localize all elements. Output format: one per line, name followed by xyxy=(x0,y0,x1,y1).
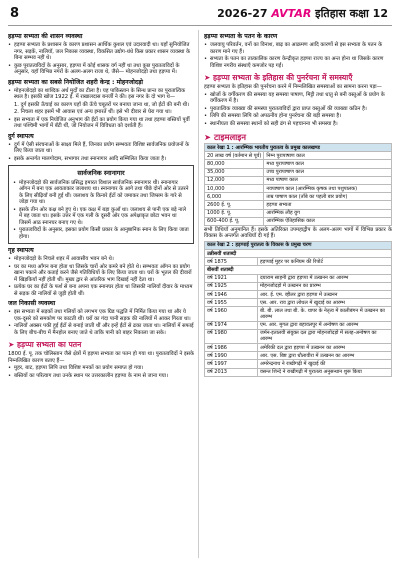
event-cell: आर. एस. बिष्ट द्वारा धौलावीरा में उत्खनन का आरम्भ xyxy=(258,352,392,360)
major-heading xyxy=(8,340,194,350)
table-row xyxy=(205,299,392,307)
left-column xyxy=(8,30,194,560)
table-row xyxy=(205,329,392,343)
year-cell: वर्ष 1946 xyxy=(205,291,258,299)
table-row xyxy=(205,282,392,290)
event-cell: हड़प्पा सभ्यता xyxy=(264,201,392,209)
table-row xyxy=(205,168,392,176)
paragraph: • दुर्ग में ऐसी संरचनाओं के साक्ष्य मिले हैं, जिनका प्रयोग सम्भवतः विशिष्ट सार्वजनिक प्रयोजनों के लिए किया जाता था। xyxy=(8,142,194,155)
class-label: कक्षा 12 xyxy=(349,7,388,20)
event-cell: मध्य पुरापाषाण काल xyxy=(264,160,392,168)
paragraph: • इस सभ्यता में एक नियोजित अनुभाग की ईंटों का प्रयोग किया गया था तथा हड़प्पा बस्तियों पूर्वी तथा पश्चिमी भागों में बँटी थीं, जो नियोजन में विविधता को दर्शाती हैं। xyxy=(8,117,194,130)
table-row xyxy=(205,368,392,376)
arrow-icon: ➤ xyxy=(204,132,214,142)
bullet: • मुहर, बाट, हड़प्पा लिपि तथा विशिष्ट मनकों का प्रयोग समाप्त हो गया। xyxy=(8,365,194,372)
year-cell: वर्ष 1925 xyxy=(205,282,258,290)
table-row xyxy=(205,193,392,201)
info-box xyxy=(8,165,194,244)
paragraph: • नालियाँ अक्सर पकी हुई ईंटों से बनाई जाती थीं और इन्हें ईंटों से ढका जाता था। नालियों में सफाई के लिए बीच-बीच में मैनहोल बनाए जाते थे ताकि पानी को बाहर निकाला जा सके। xyxy=(8,323,194,336)
major-heading xyxy=(204,73,392,83)
paragraph: • प्रत्येक घर का ईंटों के फर्श से बना अपना एक स्नानघर होता था जिसकी नालियाँ दीवार के माध्यम से सड़क की नालियों से जुड़ी होती थीं। xyxy=(8,284,194,297)
century-label: बीसवीं शताब्दी xyxy=(205,266,392,274)
numbered-item: 2. निचला शहर इसमें भी आवास एवं अन्य इमारतें थीं। इसे भी दीवार से घेरा गया था। xyxy=(14,109,172,115)
major-heading-text: हड़प्पा सभ्यता के इतिहास की पुनर्रचना में समस्याएँ xyxy=(213,73,353,82)
event-cell: आर. ई. एम. व्हीलर द्वारा हड़प्पा में उत्खनन xyxy=(258,291,392,299)
year-cell: वर्ष 1986 xyxy=(205,343,258,351)
event-cell: मोहनजोदड़ो में उत्खनन का प्रारम्भ xyxy=(258,282,392,290)
timeline-title: टाइमलाइन xyxy=(213,132,247,142)
bullet: • लिपि की समस्या लिपि को अपठनीय होना पुनर्रचना की बड़ी समस्या है। xyxy=(204,113,392,120)
major-heading-text: हड़प्पा सभ्यता का पतन xyxy=(17,340,82,349)
timeline-table-2 xyxy=(204,241,392,377)
year-cell: 12,000 xyxy=(205,176,264,184)
table-row xyxy=(205,201,392,209)
section-heading: हड़प्पा सभ्यता की शासन व्यवस्था xyxy=(8,33,83,40)
year-cell: वर्ष 1875 xyxy=(205,258,258,266)
table-row xyxy=(205,291,392,299)
paragraph: • मोहनजोदड़ो का शाब्दिक अर्थ मुर्दों का टीला है। यह पाकिस्तान के सिन्ध प्रान्त का पुरातात्विक स्थल है। इसकी खोज 1922 ई. में राखालदास बनर्जी ने की। इस नगर के दो भाग थे— xyxy=(8,88,194,101)
paragraph: हड़प्पा सभ्यता के इतिहास की पुनर्रचना करने में निम्नलिखित समस्याओं का सामना करना पड़ा— xyxy=(204,84,382,90)
bullet: • स्थानीयता की समस्या स्थानों को सही ढंग से पहचानना भी समस्या है। xyxy=(204,121,392,128)
paragraph: • जलवायु परिवर्तन, वनों का विनाश, बाढ़ का आक्रमण आदि कारणों से इस सभ्यता के पतन के कारण माने गए हैं। xyxy=(204,42,392,55)
paragraph: • पुरातत्वविदों के अनुसार, इसका प्रयोग किसी प्रकार के आनुष्ठानिक स्नान के लिए किया जाता होगा। xyxy=(13,227,189,240)
paragraph: 1800 ई. पू. तक चोलिस्तान जैसे क्षेत्रों में हड़प्पा सभ्यता का पतन हो गया था। पुरातत्वविदों ने इसके निम्नलिखित कारण बताए हैं— xyxy=(8,351,194,364)
bullet: • खोजों के वर्गीकरण की समस्या यह समस्या पाषाण, मिट्टी तथा धातु से बनी वस्तुओं के प्रयोग के वर्गीकरण में है। xyxy=(204,92,392,105)
event-cell: अमरेन्द्रनाथ ने राखीगढ़ी में खुदाई की xyxy=(258,360,392,368)
bullet: • बस्तियों का परित्याग तथा उनके स्थान पर उत्तरकालीन हड़प्पा के नाम से जाना गया। xyxy=(8,373,194,380)
event-cell: निम्न पुरापाषाण काल xyxy=(264,152,392,160)
year-cell: वर्ष 1997 xyxy=(205,360,258,368)
year-cell: 10,000 xyxy=(205,184,264,192)
event-cell: वसन्त शिन्दे ने राखीगढ़ी में पुरातत्व अनुसन्धान शुरू किया xyxy=(258,368,392,376)
paragraph: • मोहनजोदड़ो के निचले शहर में आवासीय भवन बने थे। xyxy=(8,256,194,263)
section-heading: हड़प्पा सभ्यता के पतन के कारण xyxy=(204,33,278,40)
paragraph: • सभ्यता के पतन का तात्कालिक कारण केन्द्रीकृत हड़प्पा राज्य का अन्त होना था जिसके कारण विशिष्ट नगरीय संस्थाएँ कमजोर पड़ गईं। xyxy=(204,56,392,69)
table-row xyxy=(205,307,392,321)
timeline-heading xyxy=(204,132,392,143)
event-cell: आरम्भिक ऐतिहासिक काल xyxy=(264,217,392,225)
brand-logo: AVTAR xyxy=(271,7,312,20)
page-header xyxy=(0,4,400,30)
event-cell: उच्च पुरापाषाण काल xyxy=(264,168,392,176)
event-cell: जर्मन-इतालवी संयुक्त दल द्वारा मोहनजोदड़ो में सतह-अन्वेषण का आरम्भ xyxy=(258,329,392,343)
year-label: 2026-27 xyxy=(217,7,268,20)
event-cell: आरम्भिक लौह युग xyxy=(264,209,392,217)
year-cell: वर्ष 1921 xyxy=(205,274,258,282)
section-heading: दुर्ग स्थापत्य xyxy=(8,132,34,140)
header-rule xyxy=(8,25,392,26)
year-cell: 6,000 xyxy=(205,193,264,201)
year-cell: वर्ष 1974 xyxy=(205,321,258,329)
year-cell: वर्ष 1960 xyxy=(205,307,258,321)
section-heading: गृह स्थापत्य xyxy=(8,247,34,254)
paragraph: • कुछ पुरातत्वविदों के अनुसार, हड़प्पा में कोई शासक वर्ग नहीं था तथा कुछ पुरातत्वविदों के अनुसार, यहाँ विभिन्न नगरों के अलग-अलग राजा थे, जैसे— मोहनजोदड़ो तथा हड़प्पा में। xyxy=(8,63,194,76)
subject-label: इतिहास xyxy=(315,7,346,20)
year-cell: 600-400 ई. पू. xyxy=(205,217,264,225)
bullet: • पुरातात्विक व्याख्या की समस्या पुरातत्वविदों द्वारा प्राप्त वस्तुओं की व्याख्या कठिन है। xyxy=(204,106,392,113)
event-cell: एस. आर. राव द्वारा लोथल में खुदाई का आरम्भ xyxy=(258,299,392,307)
arrow-icon: ➤ xyxy=(204,73,214,82)
year-cell: वर्ष 1980 xyxy=(205,329,258,343)
paragraph: • घर का मध्य आँगन बना होता था जिसके चारों ओर कमरे बने होते थे। सम्भवतः आँगन का प्रयोग खाना पकाने और कताई करने जैसे गतिविधियों के लिए किया जाता था। घरों के भूतल की दीवारों में खिड़कियाँ नहीं होती थीं। मुख्य द्वार से आंतरिक भाग दिखाई नहीं देता था। xyxy=(8,264,194,284)
year-cell: 2600 ई. पू. xyxy=(205,201,264,209)
year-cell: 20 लाख वर्ष (वर्तमान से पूर्व) xyxy=(205,152,264,160)
year-cell: वर्ष 2013 xyxy=(205,368,258,376)
table-row xyxy=(205,258,392,266)
event-cell: एम. आर. मुगल द्वारा बहावलपुर में अन्वेषण का आरम्भ xyxy=(258,321,392,329)
table-row xyxy=(205,184,392,192)
table-row xyxy=(205,217,392,225)
table-note: सभी तिथियाँ अनुमानित हैं। इसके अतिरिक्त उपमहाद्वीप के अलग-अलग भागों में विभिन्न प्रकार के विकास के अन्तर्गत अवधियाँ दी गई हैं। xyxy=(204,226,392,240)
year-cell: वर्ष 1990 xyxy=(205,352,258,360)
info-box-title: सार्वजनिक स्नानागार xyxy=(77,169,125,177)
event-cell: नवपाषाण काल (आरम्भिक कृषक तथा पशुपालक) xyxy=(264,184,392,192)
running-header xyxy=(217,6,388,21)
event-cell: ताम्र पाषाण काल (ताँबे का पहली बार प्रयोग) xyxy=(264,193,392,201)
event-cell: हड़प्पाई मुहर पर कनिंघम की रिपोर्ट xyxy=(258,258,392,266)
table-row xyxy=(205,152,392,160)
table-body xyxy=(205,152,392,226)
year-cell: 1000 ई. पू. xyxy=(205,209,264,217)
page-number: 8 xyxy=(10,6,20,21)
section-heading: हड़प्पा सभ्यता का सबसे नियोजित शहरी केन्द्र : मोहनजोदड़ो xyxy=(8,78,143,86)
table-row xyxy=(205,160,392,168)
column-divider xyxy=(198,30,199,558)
section-heading: जल निकासी व्यवस्था xyxy=(8,300,56,307)
event-cell: अमेरिकी दल द्वारा हड़प्पा में उत्खनन का आरम्भ xyxy=(258,343,392,351)
century-label: उन्नीसवीं शताब्दी xyxy=(205,250,392,258)
table-row xyxy=(205,360,392,368)
table-row xyxy=(205,352,392,360)
table-row xyxy=(205,321,392,329)
event-cell: बी. बी. लाल तथा बी. के. थापर के नेतृत्व में कालीबंगन में उत्खनन का आरम्भ xyxy=(258,307,392,321)
table-title: काल रेखा 2 : हड़प्पाई पुरातत्व के विकास के प्रमुख चरण xyxy=(205,241,392,249)
year-cell: 80,000 xyxy=(205,160,264,168)
paragraph: • हड़प्पा सभ्यता के प्रशासन के कारण प्रशासन आर्थिक कुशल एवं उदारवादी था। यहाँ सुनियोजित नगर, सड़कें, नालियाँ, जल निकास व्यवस्था, विकसित उद्योग-धंधे किस प्रकार शासन व्यवस्था के बिना सम्भव नहीं थे। xyxy=(8,42,194,62)
right-column xyxy=(204,30,392,560)
paragraph: • इस सभ्यता में सड़कों तथा गलियों को लगभग एक ग्रिड पद्धति में निर्मित किया गया था और ये एक-दूसरे को समकोण पर काटती थीं। घरों का गंदा पानी सड़क की नालियों में आकर गिरता था। xyxy=(8,309,194,322)
table-title: काल रेखा 1 : आरम्भिक भारतीय पुरातत्व के प्रमुख कालखण्ड xyxy=(205,144,392,152)
table-body xyxy=(205,274,392,376)
year-cell: 35,000 xyxy=(205,168,264,176)
table-row xyxy=(205,343,392,351)
year-cell: वर्ष 1955 xyxy=(205,299,258,307)
paragraph: • मोहनजोदड़ो की सार्वजनिक प्रसिद्ध इमारत विशाल सार्वजनिक स्नानागार थी। स्नानागार आँगन में बना एक आयताकार जलाशय था। स्नानागार के आगे तथा पीछे दोनों ओर से उतरने के लिए सीढ़ियाँ बनी हुई थीं। जलाशय के किनारे ईंटों को जमाकर तथा जिप्सम के गारे से जोड़ा गया था। xyxy=(13,180,189,206)
event-cell: दयाराम साहनी द्वारा हड़प्पा में उत्खनन का आरम्भ xyxy=(258,274,392,282)
table-row xyxy=(205,176,392,184)
event-cell: मध्य पाषाण काल xyxy=(264,176,392,184)
paragraph: • इसके अन्तर्गत मालगोदाम, सभागार तथा स्नानागार आदि सम्मिलित किया जाता है। xyxy=(8,156,194,163)
table-row xyxy=(205,209,392,217)
timeline-table-1 xyxy=(204,143,392,226)
table-row xyxy=(205,274,392,282)
numbered-item: 1. दुर्ग इसकी ऊँचाई का कारण यहाँ की ऊँचे चबूतरों पर बनाया जाना था, जो ईंटों की बनी थी। xyxy=(14,101,190,108)
paragraph: • इसके तीन ओर कक्ष बने हुए थे। एक कक्ष में बड़ा कुआँ था। जलाशय से पानी एक बड़े नाले में बह जाता था। इसके उत्तर में एक गली के दूसरी ओर एक अपेक्षाकृत छोटा भवन था जिसमें आठ स्नानघर बनाए गए थे। xyxy=(13,207,189,227)
arrow-icon: ➤ xyxy=(8,340,18,349)
